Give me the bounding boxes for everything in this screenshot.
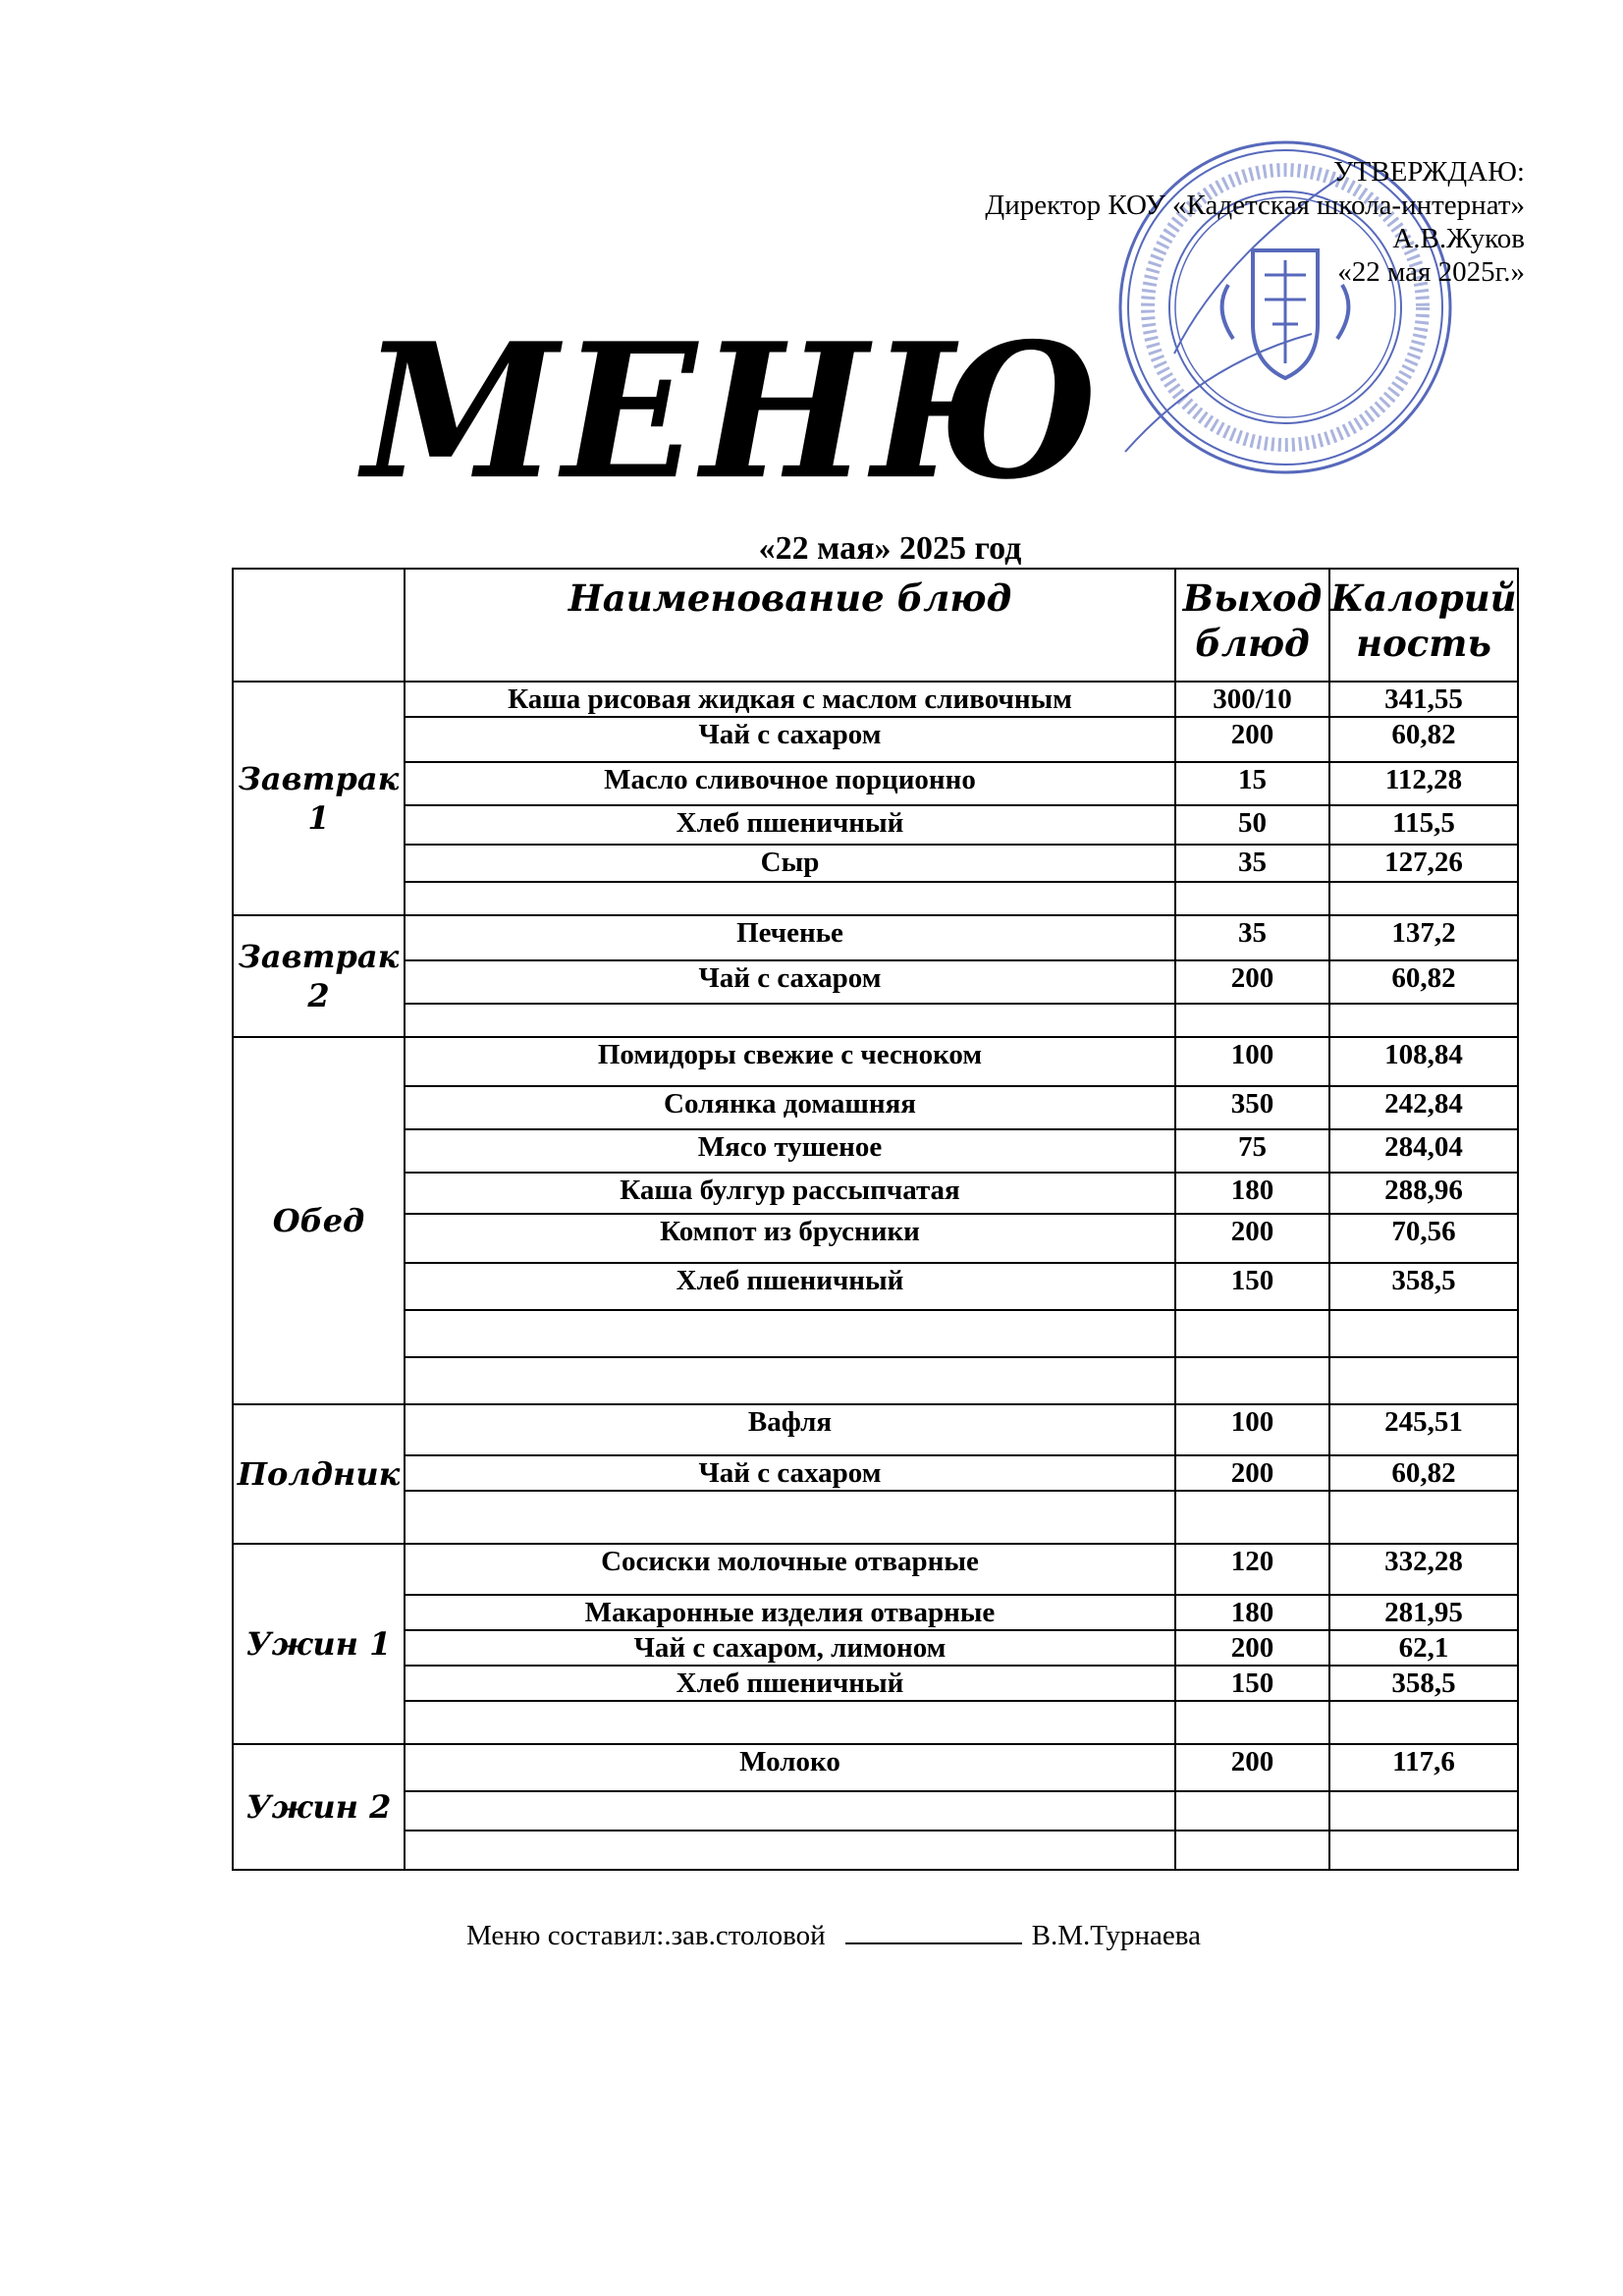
dish-name <box>405 1310 1175 1357</box>
dish-yield: 200 <box>1175 1214 1329 1263</box>
dish-name <box>405 882 1175 915</box>
table-row <box>233 1173 1518 1214</box>
meal-name: Ужин 2 <box>233 1744 405 1870</box>
dish-name: Сыр <box>405 845 1175 882</box>
table-header-row <box>233 569 1518 682</box>
dish-yield: 15 <box>1175 762 1329 805</box>
table-row <box>233 1831 1518 1870</box>
table-row <box>233 1404 1518 1455</box>
dish-yield: 180 <box>1175 1173 1329 1214</box>
dish-calories: 115,5 <box>1329 805 1518 845</box>
dish-name: Сосиски молочные отварные <box>405 1544 1175 1595</box>
table-row <box>233 845 1518 882</box>
dish-calories <box>1329 1491 1518 1544</box>
table-row <box>233 1491 1518 1544</box>
table-row <box>233 1214 1518 1263</box>
dish-calories: 341,55 <box>1329 682 1518 717</box>
approval-position: Директор КОУ «Кадетская школа-интернат» <box>985 190 1525 221</box>
dish-name: Вафля <box>405 1404 1175 1455</box>
dish-name: Масло сливочное порционно <box>405 762 1175 805</box>
dish-calories <box>1329 1701 1518 1744</box>
table-row <box>233 805 1518 845</box>
approval-heading: УТВЕРЖДАЮ: <box>1333 156 1525 188</box>
dish-name: Каша рисовая жидкая с маслом сливочным <box>405 682 1175 717</box>
dish-calories: 62,1 <box>1329 1630 1518 1666</box>
dish-calories: 117,6 <box>1329 1744 1518 1791</box>
dish-name <box>405 1004 1175 1037</box>
dish-calories: 332,28 <box>1329 1544 1518 1595</box>
dish-yield: 35 <box>1175 845 1329 882</box>
dish-calories: 60,82 <box>1329 717 1518 762</box>
dish-name <box>405 1357 1175 1404</box>
meal-name: Завтрак 2 <box>233 915 405 1037</box>
dish-name: Помидоры свежие с чесноком <box>405 1037 1175 1086</box>
dish-yield: 35 <box>1175 915 1329 960</box>
dish-yield: 100 <box>1175 1404 1329 1455</box>
dish-name: Чай с сахаром <box>405 960 1175 1004</box>
dish-name <box>405 1831 1175 1870</box>
dish-calories: 60,82 <box>1329 960 1518 1004</box>
dish-yield <box>1175 1310 1329 1357</box>
table-row <box>233 682 1518 717</box>
dish-calories: 358,5 <box>1329 1263 1518 1310</box>
dish-yield: 200 <box>1175 1455 1329 1491</box>
menu-table <box>232 568 1519 1871</box>
approval-date: «22 мая 2025г.» <box>1337 256 1525 288</box>
dish-yield <box>1175 1791 1329 1831</box>
table-row <box>233 1595 1518 1630</box>
dish-yield: 200 <box>1175 1744 1329 1791</box>
dish-yield <box>1175 1004 1329 1037</box>
table-row <box>233 717 1518 762</box>
dish-calories: 137,2 <box>1329 915 1518 960</box>
dish-name <box>405 1791 1175 1831</box>
dish-calories: 281,95 <box>1329 1595 1518 1630</box>
dish-name: Чай с сахаром <box>405 1455 1175 1491</box>
table-row <box>233 1086 1518 1129</box>
dish-yield: 75 <box>1175 1129 1329 1173</box>
table-row <box>233 1701 1518 1744</box>
dish-name: Макаронные изделия отварные <box>405 1595 1175 1630</box>
meal-name: Завтрак 1 <box>233 682 405 915</box>
dish-calories <box>1329 1791 1518 1831</box>
dish-name: Хлеб пшеничный <box>405 805 1175 845</box>
dish-yield <box>1175 1831 1329 1870</box>
table-row <box>233 1544 1518 1595</box>
dish-calories: 108,84 <box>1329 1037 1518 1086</box>
dish-calories: 242,84 <box>1329 1086 1518 1129</box>
dish-name: Каша булгур рассыпчатая <box>405 1173 1175 1214</box>
dish-calories: 60,82 <box>1329 1455 1518 1491</box>
yield-header: Выход блюд <box>1175 569 1329 682</box>
dish-calories: 70,56 <box>1329 1214 1518 1263</box>
dish-yield: 200 <box>1175 717 1329 762</box>
approval-block <box>985 155 1525 289</box>
dish-calories: 245,51 <box>1329 1404 1518 1455</box>
meal-name: Обед <box>233 1037 405 1404</box>
dish-calories: 358,5 <box>1329 1666 1518 1701</box>
table-row <box>233 1666 1518 1701</box>
dish-name: Печенье <box>405 915 1175 960</box>
dish-calories <box>1329 1357 1518 1404</box>
table-row <box>233 1791 1518 1831</box>
table-row <box>233 882 1518 915</box>
table-row <box>233 1004 1518 1037</box>
table-row <box>233 1630 1518 1666</box>
table-row <box>233 1744 1518 1791</box>
dish-yield <box>1175 1491 1329 1544</box>
dish-calories: 288,96 <box>1329 1173 1518 1214</box>
menu-date: «22 мая» 2025 год <box>758 530 1022 567</box>
meal-header <box>233 569 405 682</box>
table-row <box>233 1037 1518 1086</box>
dish-header: Наименование блюд <box>405 569 1175 682</box>
dish-name <box>405 1701 1175 1744</box>
dish-calories: 112,28 <box>1329 762 1518 805</box>
table-row <box>233 960 1518 1004</box>
meal-name: Полдник <box>233 1404 405 1544</box>
table-row <box>233 1129 1518 1173</box>
dish-yield: 150 <box>1175 1666 1329 1701</box>
signature-line <box>845 1942 1022 1944</box>
dish-name <box>405 1491 1175 1544</box>
dish-yield: 200 <box>1175 1630 1329 1666</box>
dish-yield: 300/10 <box>1175 682 1329 717</box>
table-row <box>233 1455 1518 1491</box>
table-row <box>233 915 1518 960</box>
dish-yield: 200 <box>1175 960 1329 1004</box>
dish-yield: 150 <box>1175 1263 1329 1310</box>
footer-signer: В.М.Турнаева <box>1031 1920 1201 1951</box>
approval-signer: А.В.Жуков <box>1392 223 1525 254</box>
dish-calories <box>1329 882 1518 915</box>
dish-yield <box>1175 882 1329 915</box>
menu-table-body <box>233 682 1518 1870</box>
dish-yield: 350 <box>1175 1086 1329 1129</box>
dish-name: Чай с сахаром <box>405 717 1175 762</box>
dish-yield: 100 <box>1175 1037 1329 1086</box>
dish-yield: 50 <box>1175 805 1329 845</box>
table-row <box>233 1263 1518 1310</box>
dish-name: Солянка домашняя <box>405 1086 1175 1129</box>
dish-yield: 120 <box>1175 1544 1329 1595</box>
dish-calories <box>1329 1004 1518 1037</box>
page-title: МЕНЮ <box>362 302 1104 521</box>
dish-calories <box>1329 1831 1518 1870</box>
table-row <box>233 762 1518 805</box>
dish-yield <box>1175 1357 1329 1404</box>
dish-calories <box>1329 1310 1518 1357</box>
table-row <box>233 1310 1518 1357</box>
dish-calories: 127,26 <box>1329 845 1518 882</box>
dish-yield <box>1175 1701 1329 1744</box>
dish-calories: 284,04 <box>1329 1129 1518 1173</box>
footer <box>466 1920 1201 1952</box>
dish-name: Чай с сахаром, лимоном <box>405 1630 1175 1666</box>
dish-yield: 180 <box>1175 1595 1329 1630</box>
footer-compiled-by: Меню составил:.зав.столовой <box>466 1920 826 1951</box>
dish-name: Компот из брусники <box>405 1214 1175 1263</box>
dish-name: Молоко <box>405 1744 1175 1791</box>
dish-name: Хлеб пшеничный <box>405 1666 1175 1701</box>
table-row <box>233 1357 1518 1404</box>
dish-name: Мясо тушеное <box>405 1129 1175 1173</box>
meal-name: Ужин 1 <box>233 1544 405 1744</box>
dish-name: Хлеб пшеничный <box>405 1263 1175 1310</box>
calories-header: Калорий ность <box>1329 569 1518 682</box>
